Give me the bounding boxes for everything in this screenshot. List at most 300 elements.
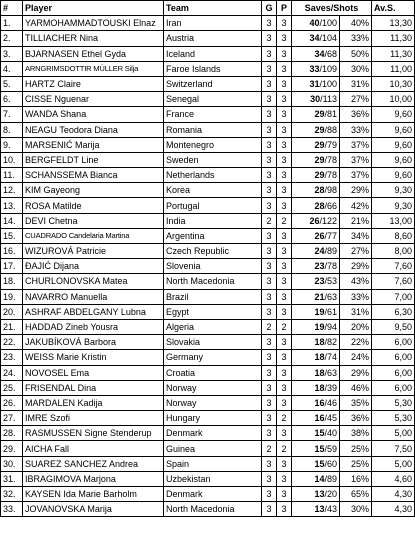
saves-shots-cell [292,487,340,502]
games-cell: 3 [262,274,277,289]
games-cell: 3 [262,107,277,122]
games-cell: 3 [262,456,277,471]
player-cell: TILLIACHER Nina [23,31,164,46]
percentage-cell: 22% [340,335,372,350]
table-row [1,198,415,213]
shots-value: /78 [324,154,337,165]
table-row [1,16,415,31]
played-cell: 3 [277,92,292,107]
team-cell: Brazil [164,289,262,304]
average-saves-cell: 4,60 [372,471,415,486]
percentage-cell: 30% [340,61,372,76]
table-row [1,426,415,441]
played-cell: 3 [277,502,292,517]
saves-value: 23 [314,276,325,287]
saves-value: 29 [314,124,325,135]
rank-cell: 20. [1,304,23,319]
table-row [1,244,415,259]
percentage-cell: 25% [340,456,372,471]
games-cell: 3 [262,471,277,486]
rank-cell: 15. [1,228,23,243]
shots-value: /59 [324,443,337,454]
saves-shots-cell [292,92,340,107]
games-cell: 3 [262,502,277,517]
average-saves-cell: 13,00 [372,213,415,228]
saves-shots-cell [292,259,340,274]
played-cell: 3 [277,198,292,213]
player-cell: MARDALEN Kadija [23,395,164,410]
player-cell: WANDA Shana [23,107,164,122]
shots-value: /104 [319,33,337,44]
percentage-cell: 31% [340,304,372,319]
rank-cell: 13. [1,198,23,213]
played-cell: 3 [277,426,292,441]
saves-value: 13 [314,504,325,515]
percentage-cell: 46% [340,380,372,395]
saves-shots-cell [292,183,340,198]
average-saves-cell: 7,60 [372,259,415,274]
team-cell: Montenegro [164,137,262,152]
average-saves-cell: 9,30 [372,183,415,198]
average-saves-cell: 11,30 [372,31,415,46]
team-cell: Czech Republic [164,244,262,259]
saves-shots-cell [292,441,340,456]
table-row [1,183,415,198]
average-saves-cell: 5,30 [372,411,415,426]
table-row [1,289,415,304]
average-saves-cell: 8,00 [372,244,415,259]
shots-value: /81 [324,109,337,120]
rank-cell: 23. [1,350,23,365]
shots-value: /78 [324,261,337,272]
games-cell: 3 [262,228,277,243]
percentage-cell: 43% [340,274,372,289]
shots-value: /113 [320,94,337,105]
percentage-cell: 21% [340,213,372,228]
shots-value: /63 [324,367,337,378]
table-row [1,31,415,46]
team-cell: Argentina [164,228,262,243]
shots-value: /82 [324,337,337,348]
games-cell: 2 [262,319,277,334]
team-cell: Guinea [164,441,262,456]
average-saves-cell: 7,50 [372,441,415,456]
average-saves-cell: 9,60 [372,152,415,167]
saves-shots-cell [292,16,340,31]
table-row [1,259,415,274]
shots-value: /45 [324,413,337,424]
table-row [1,107,415,122]
table-row [1,61,415,76]
played-cell: 3 [277,16,292,31]
saves-value: 21 [314,291,325,302]
percentage-cell: 38% [340,426,372,441]
average-saves-cell: 7,60 [372,274,415,289]
average-saves-cell: 6,30 [372,304,415,319]
table-row [1,441,415,456]
player-cell: RASMUSSEN Signe Stenderup [23,426,164,441]
saves-shots-cell [292,122,340,137]
shots-value: /109 [319,63,337,74]
percentage-cell: 50% [340,46,372,61]
rank-cell: 2. [1,31,23,46]
saves-shots-cell [292,168,340,183]
average-saves-cell: 9,60 [372,137,415,152]
player-cell: WEISS Marie Kristin [23,350,164,365]
played-cell: 3 [277,335,292,350]
rank-cell: 11. [1,168,23,183]
saves-value: 31 [309,79,320,90]
table-row [1,502,415,517]
saves-shots-cell [292,395,340,410]
team-cell: Switzerland [164,76,262,91]
player-cell: DEVI Chetna [23,213,164,228]
percentage-cell: 42% [340,198,372,213]
saves-value: 16 [314,413,325,424]
player-cell: NOVOSEL Ema [23,365,164,380]
table-row [1,411,415,426]
rank-cell: 25. [1,380,23,395]
saves-shots-cell [292,152,340,167]
games-cell: 3 [262,31,277,46]
saves-shots-cell [292,61,340,76]
percentage-cell: 35% [340,395,372,410]
table-row [1,487,415,502]
team-cell: Iceland [164,46,262,61]
player-cell: ASHRAF ABDELGANY Lubna [23,304,164,319]
saves-shots-cell [292,350,340,365]
games-cell: 2 [262,213,277,228]
games-cell: 3 [262,183,277,198]
saves-shots-cell [292,471,340,486]
games-cell: 3 [262,198,277,213]
rank-cell: 21. [1,319,23,334]
shots-value: /60 [324,458,337,469]
saves-value: 33 [309,63,320,74]
games-cell: 3 [262,152,277,167]
games-cell: 3 [262,137,277,152]
table-row [1,471,415,486]
played-cell: 2 [277,441,292,456]
shots-value: /74 [324,352,337,363]
played-cell: 3 [277,46,292,61]
team-cell: Norway [164,380,262,395]
played-cell: 3 [277,365,292,380]
header-games: G [262,1,277,16]
header-player: Player [23,1,164,16]
saves-shots-cell [292,289,340,304]
team-cell: Portugal [164,198,262,213]
percentage-cell: 20% [340,319,372,334]
average-saves-cell: 13,30 [372,16,415,31]
saves-value: 14 [314,473,325,484]
table-row [1,365,415,380]
header-played: P [277,1,292,16]
saves-value: 18 [314,352,325,363]
games-cell: 3 [262,380,277,395]
played-cell: 3 [277,152,292,167]
saves-shots-cell [292,411,340,426]
player-cell: MARSENIĆ Marija [23,137,164,152]
rank-cell: 4. [1,61,23,76]
saves-shots-cell [292,244,340,259]
table-row [1,335,415,350]
played-cell: 3 [277,487,292,502]
games-cell: 2 [262,441,277,456]
shots-value: /89 [324,473,337,484]
player-cell: WIZUROVÁ Patricie [23,244,164,259]
player-cell: ROSA Matilde [23,198,164,213]
rank-cell: 16. [1,244,23,259]
rank-cell: 22. [1,335,23,350]
saves-value: 19 [314,306,325,317]
average-saves-cell: 6,00 [372,380,415,395]
played-cell: 3 [277,61,292,76]
saves-value: 29 [314,109,325,120]
average-saves-cell: 4,30 [372,487,415,502]
percentage-cell: 27% [340,244,372,259]
saves-value: 18 [314,367,325,378]
shots-value: /100 [319,18,337,29]
average-saves-cell: 7,00 [372,289,415,304]
percentage-cell: 40% [340,16,372,31]
percentage-cell: 37% [340,152,372,167]
player-cell: JAKUBÍKOVÁ Barbora [23,335,164,350]
team-cell: Iran [164,16,262,31]
saves-value: 26 [314,230,325,241]
rank-cell: 14. [1,213,23,228]
shots-value: /66 [324,200,337,211]
games-cell: 3 [262,122,277,137]
player-cell: CISSE Nguenar [23,92,164,107]
saves-shots-cell [292,213,340,228]
player-cell: SCHANSSEMA Bianca [23,168,164,183]
percentage-cell: 16% [340,471,372,486]
player-cell: ĐAJIĆ Dijana [23,259,164,274]
rank-cell: 9. [1,137,23,152]
shots-value: /79 [324,139,337,150]
saves-shots-cell [292,502,340,517]
saves-value: 16 [314,397,325,408]
games-cell: 3 [262,92,277,107]
saves-value: 15 [314,428,325,439]
saves-value: 40 [309,18,320,29]
team-cell: North Macedonia [164,502,262,517]
played-cell: 3 [277,350,292,365]
shots-value: /46 [324,397,337,408]
average-saves-cell: 5,00 [372,456,415,471]
average-saves-cell: 6,00 [372,335,415,350]
saves-value: 23 [314,261,325,272]
shots-value: /88 [324,124,337,135]
team-cell: Denmark [164,426,262,441]
table-row [1,380,415,395]
played-cell: 3 [277,456,292,471]
rank-cell: 26. [1,395,23,410]
played-cell: 3 [277,395,292,410]
saves-value: 26 [309,215,320,226]
percentage-cell: 29% [340,183,372,198]
played-cell: 3 [277,31,292,46]
team-cell: Algeria [164,319,262,334]
played-cell: 3 [277,122,292,137]
player-cell: NEAGU Teodora Diana [23,122,164,137]
average-saves-cell: 6,00 [372,365,415,380]
saves-value: 29 [314,170,325,181]
table-row [1,350,415,365]
team-cell: Egypt [164,304,262,319]
percentage-cell: 33% [340,289,372,304]
shots-value: /68 [324,48,337,59]
saves-shots-cell [292,137,340,152]
shots-value: /89 [324,246,337,257]
percentage-cell: 37% [340,168,372,183]
percentage-cell: 25% [340,441,372,456]
played-cell: 3 [277,471,292,486]
shots-value: /39 [324,382,337,393]
player-cell: IMRE Szofi [23,411,164,426]
team-cell: Uzbekistan [164,471,262,486]
saves-value: 28 [314,185,325,196]
saves-value: 15 [314,458,325,469]
header-rank: # [1,1,23,16]
saves-value: 34 [314,48,325,59]
saves-value: 13 [314,489,325,500]
saves-value: 34 [309,33,320,44]
shots-value: /77 [324,230,337,241]
games-cell: 3 [262,304,277,319]
games-cell: 3 [262,335,277,350]
average-saves-cell: 10,00 [372,92,415,107]
saves-value: 29 [314,139,325,150]
rank-cell: 10. [1,152,23,167]
saves-shots-cell [292,198,340,213]
average-saves-cell: 8,60 [372,228,415,243]
games-cell: 3 [262,259,277,274]
header-team: Team [164,1,262,16]
table-row [1,152,415,167]
team-cell: Slovakia [164,335,262,350]
team-cell: Senegal [164,92,262,107]
saves-shots-cell [292,456,340,471]
shots-value: /20 [324,489,337,500]
percentage-cell: 30% [340,502,372,517]
games-cell: 3 [262,16,277,31]
player-cell: KIM Gayeong [23,183,164,198]
saves-shots-cell [292,380,340,395]
played-cell: 3 [277,289,292,304]
player-cell: KAYSEN Ida Marie Barholm [23,487,164,502]
games-cell: 3 [262,76,277,91]
header-average-saves: Av.S. [372,1,415,16]
rank-cell: 28. [1,426,23,441]
percentage-cell: 33% [340,31,372,46]
percentage-cell: 37% [340,137,372,152]
percentage-cell: 29% [340,259,372,274]
games-cell: 3 [262,46,277,61]
player-cell: CUADRADO Candelaria Martina [23,228,164,243]
team-cell: Croatia [164,365,262,380]
player-cell: CHURLONOVSKA Matea [23,274,164,289]
player-cell: SUAREZ SANCHEZ Andrea [23,456,164,471]
rank-cell: 32. [1,487,23,502]
shots-value: /98 [324,185,337,196]
shots-value: /43 [324,504,337,515]
player-cell: HARTZ Claire [23,76,164,91]
player-cell: NAVARRO Manuella [23,289,164,304]
average-saves-cell: 9,50 [372,319,415,334]
rank-cell: 12. [1,183,23,198]
rank-cell: 1. [1,16,23,31]
table-row [1,122,415,137]
average-saves-cell: 11,00 [372,61,415,76]
team-cell: Germany [164,350,262,365]
rank-cell: 30. [1,456,23,471]
played-cell: 3 [277,304,292,319]
average-saves-cell: 4,30 [372,502,415,517]
average-saves-cell: 6,00 [372,350,415,365]
rank-cell: 33. [1,502,23,517]
rank-cell: 27. [1,411,23,426]
games-cell: 3 [262,244,277,259]
saves-value: 29 [314,154,325,165]
saves-value: 24 [314,246,325,257]
team-cell: Spain [164,456,262,471]
saves-shots-cell [292,107,340,122]
shots-value: /94 [324,322,337,333]
table-row [1,213,415,228]
team-cell: North Macedonia [164,274,262,289]
played-cell: 3 [277,228,292,243]
table-body [1,16,415,517]
saves-value: 19 [314,322,325,333]
percentage-cell: 33% [340,122,372,137]
percentage-cell: 27% [340,92,372,107]
played-cell: 2 [277,213,292,228]
rank-cell: 31. [1,471,23,486]
saves-shots-cell [292,31,340,46]
played-cell: 2 [277,319,292,334]
player-cell: BERGFELDT Line [23,152,164,167]
team-cell: Romania [164,122,262,137]
team-cell: Hungary [164,411,262,426]
played-cell: 3 [277,76,292,91]
team-cell: Norway [164,395,262,410]
percentage-cell: 29% [340,365,372,380]
games-cell: 3 [262,350,277,365]
percentage-cell: 31% [340,76,372,91]
table-row [1,395,415,410]
table-row [1,304,415,319]
header-saves-shots: Saves/Shots [292,1,372,16]
shots-value: /100 [319,79,337,90]
player-cell: BJARNASEN Ethel Gyda [23,46,164,61]
games-cell: 3 [262,426,277,441]
games-cell: 3 [262,61,277,76]
played-cell: 3 [277,380,292,395]
played-cell: 3 [277,274,292,289]
played-cell: 3 [277,183,292,198]
average-saves-cell: 9,60 [372,122,415,137]
games-cell: 3 [262,289,277,304]
shots-value: /40 [324,428,337,439]
team-cell: Korea [164,183,262,198]
games-cell: 3 [262,365,277,380]
shots-value: /78 [324,170,337,181]
team-cell: Denmark [164,487,262,502]
player-cell: ARNGRIMSDOTTIR MÜLLER Silja [23,61,164,76]
percentage-cell: 36% [340,107,372,122]
